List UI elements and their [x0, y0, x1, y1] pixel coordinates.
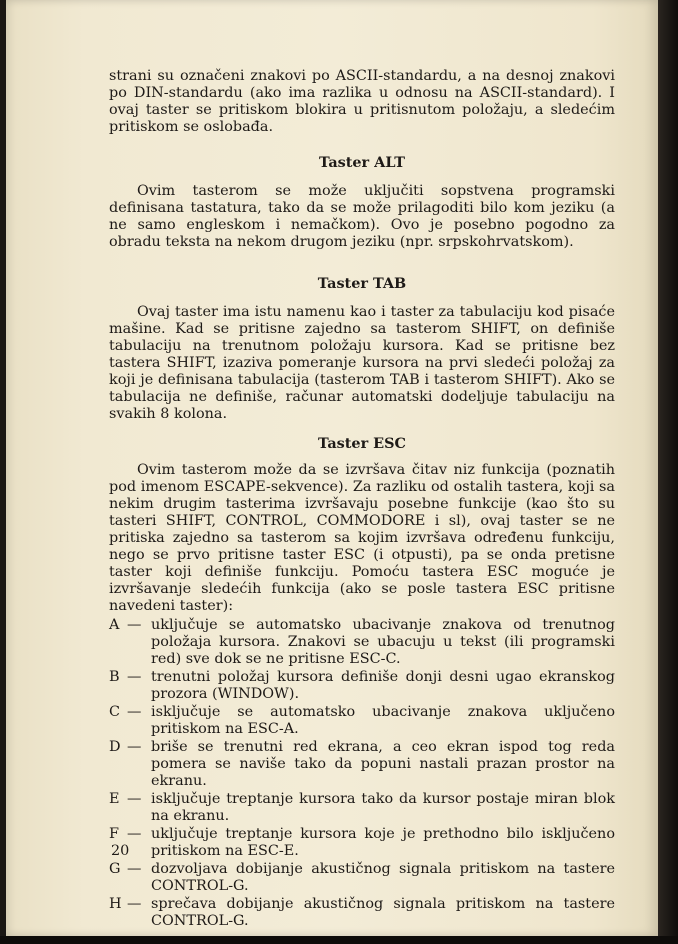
- list-item: [109, 704, 615, 738]
- list-dash: —: [127, 896, 142, 912]
- list-key: F: [109, 826, 119, 842]
- alt-paragraph: Ovim tasterom se može uključiti sopstvena programski definisana tastatura, tako da se može prilagoditi bilo kom jeziku (a ne samo engleskom i nemačkom). Ovo je posebno pogodno za obradu teksta na nekom drugom jeziku (npr. srpskohrvatskom).: [109, 183, 615, 250]
- list-key: C: [109, 704, 121, 720]
- heading-alt: Taster ALT: [319, 154, 405, 171]
- list-dash: —: [127, 791, 142, 807]
- page-content: [109, 68, 615, 931]
- book-spine-edge: [658, 0, 678, 944]
- list-item: [109, 617, 615, 668]
- list-key: A: [109, 617, 120, 633]
- list-text: isključuje se automatsko ubacivanje znakova uključeno pritiskom na ESC-A.: [151, 704, 615, 737]
- list-item: [109, 739, 615, 790]
- heading-tab: Taster TAB: [317, 275, 407, 292]
- list-item: [109, 861, 615, 895]
- list-item: [109, 896, 615, 930]
- list-item: [109, 791, 615, 825]
- list-text: uključuje se automatsko ubacivanje znakova od trenutnog položaja kursora. Znakovi se ubacuju u tekst (ili programski red) sve dok se ne pritisne ESC-C.: [151, 617, 615, 667]
- list-key: E: [109, 791, 120, 807]
- list-dash: —: [127, 739, 142, 755]
- book-bottom-edge: [0, 936, 678, 944]
- heading-esc: Taster ESC: [318, 435, 406, 452]
- page-number: 20: [111, 843, 130, 859]
- list-text: dozvoljava dobijanje akustičnog signala pritiskom na tastere CONTROL-G.: [151, 861, 615, 894]
- list-key: D: [109, 739, 121, 755]
- list-text: uključuje treptanje kursora koje je prethodno bilo isključeno pritiskom na ESC-E.: [151, 826, 615, 859]
- tab-paragraph: Ovaj taster ima istu namenu kao i taster za tabulaciju kod pisaće mašine. Kad se pritisne zajedno sa tasterom SHIFT, on definiše tabulaciju na trenutnom položaju kursora. Kad se pritisne bez tastera SHIFT, izaziva pomeranje kursora na prvi sledeći položaj za koji je definisana tabulacija (tasterom TAB i tasterom SHIFT). Ako se tabulacija ne definiše, računar automatski dodeljuje tabulaciju na svakih 8 kolona.: [109, 304, 615, 422]
- list-text: trenutni položaj kursora definiše donji desni ugao ekranskog prozora (WINDOW).: [151, 669, 615, 702]
- list-dash: —: [127, 826, 142, 842]
- book-page: [6, 0, 658, 936]
- list-key: B: [109, 669, 120, 685]
- list-text: briše se trenutni red ekrana, a ceo ekran ispod tog reda pomera se naviše tako da popuni nastali prazan prostor na ekranu.: [151, 739, 615, 789]
- list-dash: —: [127, 617, 142, 633]
- list-text: sprečava dobijanje akustičnog signala pritiskom na tastere CONTROL-G.: [151, 896, 615, 929]
- list-dash: —: [127, 861, 142, 877]
- esc-paragraph: Ovim tasterom može da se izvršava čitav niz funkcija (poznatih pod imenom ESCAPE-sekvence). Za razliku od ostalih tastera, koji sa nekim drugim tasterima izvršavaju posebne funkcije (kao što su tasteri SHIFT, CONTROL, COMMODORE i sl), ovaj taster se ne pritiska zajedno sa tasterom sa kojim izvršava određenu funkciju, nego se prvo pritisne taster ESC (i otpusti), pa se onda pretisne taster koji definiše funkciju. Pomoću tastera ESC moguće je izvršavanje sledećih funkcija (ako se posle tastera ESC pritisne navedeni taster):: [109, 462, 615, 614]
- list-dash: —: [127, 704, 142, 720]
- list-key: H: [109, 896, 122, 912]
- list-key: G: [109, 861, 121, 877]
- list-dash: —: [127, 669, 142, 685]
- intro-paragraph: strani su označeni znakovi po ASCII-standardu, a na desnoj znakovi po DIN-standardu (ako ima razlika u odnosu na ASCII-standard). I ovaj taster se pritiskom blokira u pritisnutom položaju, a sledećim pritiskom se oslobađa.: [109, 68, 615, 135]
- list-text: isključuje treptanje kursora tako da kursor postaje miran blok na ekranu.: [151, 791, 615, 824]
- list-item: [109, 826, 615, 860]
- list-item: [109, 669, 615, 703]
- esc-function-list: [109, 617, 615, 930]
